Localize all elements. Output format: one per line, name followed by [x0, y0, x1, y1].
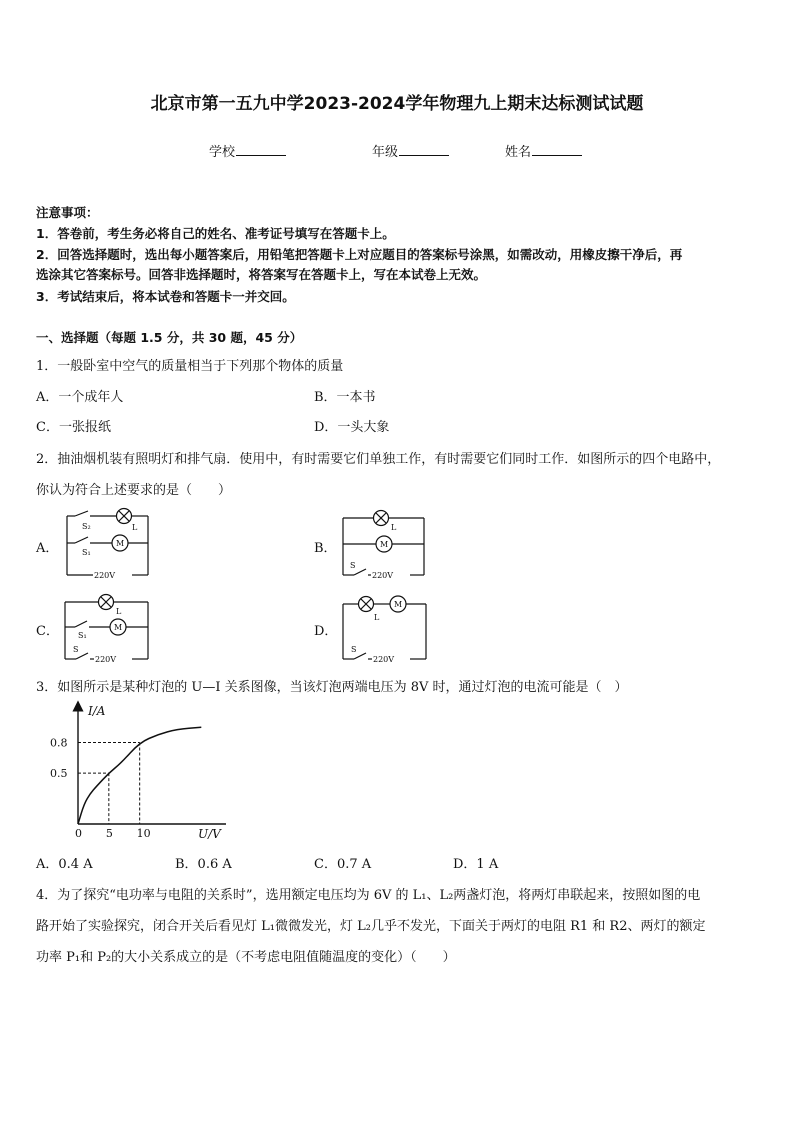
circuit-a-s2-label: S₂: [82, 522, 91, 531]
circuit-b-diagram: [338, 506, 433, 582]
circuit-c-s1-label: S₁: [78, 631, 87, 640]
circuit-d-s-label: S: [351, 645, 357, 654]
grade-blank[interactable]: [399, 143, 449, 156]
q1-option-d[interactable]: D．一头大象: [314, 420, 390, 435]
name-blank[interactable]: [532, 143, 582, 156]
school-label: 学校: [209, 145, 236, 160]
chart-xlabel: U/V: [198, 827, 221, 841]
y-tick-label: 0.8: [50, 736, 68, 750]
circuit-b-voltage-label: 220V: [372, 571, 394, 580]
section-heading: 一、选择题（每题 1.5 分，共 30 题，45 分）: [36, 330, 303, 345]
circuit-b-s-label: S: [350, 561, 356, 570]
school-blank[interactable]: [236, 143, 286, 156]
circuit-d-l-label: L: [374, 613, 380, 622]
grade-field[interactable]: [372, 141, 449, 160]
circuit-c-motor-label: M: [114, 623, 123, 632]
name-label: 姓名: [505, 145, 532, 160]
circuit-a-diagram: [60, 506, 155, 582]
circuit-c-s-label: S: [73, 645, 79, 654]
circuit-c-l-label: L: [116, 607, 122, 616]
grade-label: 年级: [372, 145, 399, 160]
circuit-c-voltage-label: 220V: [95, 655, 117, 664]
q1-option-b[interactable]: B．一本书: [314, 390, 376, 405]
x-tick-label: 0: [75, 827, 82, 840]
notice-item-2: 2．回答选择题时，选出每小题答案后，用铅笔把答题卡上对应题目的答案标号涂黑，如需改动，用橡皮擦干净后，再: [36, 247, 683, 262]
y-tick-label: 0.5: [50, 767, 68, 781]
q2-option-b[interactable]: B．: [314, 541, 337, 556]
circuit-d-voltage-label: 220V: [373, 655, 395, 664]
school-field[interactable]: [209, 141, 286, 160]
circuit-a-s1-label: S₁: [82, 548, 91, 557]
notice-item-3: 3．考试结束后，将本试卷和答题卡一并交回。: [36, 289, 295, 304]
q4-stem-line2: 路开始了实验探究，闭合开关后看见灯 L₁微微发光，灯 L₂几乎不发光，下面关于两灯的电阻 R1 和 R2、两灯的额定: [36, 919, 706, 934]
circuit-d-diagram: [338, 590, 433, 666]
chart-ylabel: I/A: [88, 704, 106, 718]
q1-stem: 1．一般卧室中空气的质量相当于下列那个物体的质量: [36, 359, 344, 374]
notice-item-1: 1．答卷前，考生务必将自己的姓名、准考证号填写在答题卡上。: [36, 226, 395, 241]
circuit-a-motor-label: M: [116, 539, 125, 548]
q3-option-d[interactable]: D．1 A: [453, 857, 499, 872]
circuit-d-motor-label: M: [394, 600, 403, 609]
q2-option-d[interactable]: D．: [314, 624, 338, 639]
q3-option-c[interactable]: C．0.7 A: [314, 857, 372, 872]
q3-option-b[interactable]: B．0.6 A: [175, 857, 232, 872]
q4-stem-line3: 功率 P₁和 P₂的大小关系成立的是（不考虑电阻值随温度的变化）（ ）: [36, 950, 456, 965]
q4-stem-line1: 4．为了探究“电功率与电阻的关系时”，选用额定电压均为 6V 的 L₁、L₂两盏灯泡，将两灯串联起来，按照如图的电: [36, 888, 701, 903]
q2-stem-line2: 你认为符合上述要求的是（ ）: [36, 483, 232, 498]
q3-option-a[interactable]: A．0.4 A: [36, 857, 93, 872]
q2-option-a[interactable]: A．: [36, 541, 59, 556]
q1-option-c[interactable]: C．一张报纸: [36, 420, 111, 435]
x-tick-label: 5: [105, 827, 113, 840]
circuit-a-l-label: L: [132, 523, 138, 532]
ui-curve-chart: [40, 700, 230, 845]
circuit-a-voltage-label: 220V: [94, 571, 116, 580]
q2-option-c[interactable]: C．: [36, 624, 59, 639]
page-title: 北京市第一五九中学2023-2024学年物理九上期末达标测试试题: [150, 94, 644, 114]
notice-item-2-cont: 选涂其它答案标号。回答非选择题时，将答案写在答题卡上，写在本试卷上无效。: [36, 267, 487, 282]
q3-stem: 3．如图所示是某种灯泡的 U—I 关系图像，当该灯泡两端电压为 8V 时，通过灯泡的电流可能是（ ）: [36, 680, 628, 695]
circuit-b-motor-label: M: [380, 540, 389, 549]
x-tick-label: 10: [136, 827, 151, 840]
name-field[interactable]: [505, 141, 582, 160]
circuit-c-diagram: [60, 590, 155, 666]
q2-stem-line1: 2．抽油烟机装有照明灯和排气扇．使用中，有时需要它们单独工作，有时需要它们同时工作．如图所示的四个电路中，: [36, 452, 721, 467]
q1-option-a[interactable]: A．一个成年人: [36, 390, 124, 405]
circuit-b-l-label: L: [391, 523, 397, 532]
notice-heading: 注意事项：: [36, 205, 99, 220]
